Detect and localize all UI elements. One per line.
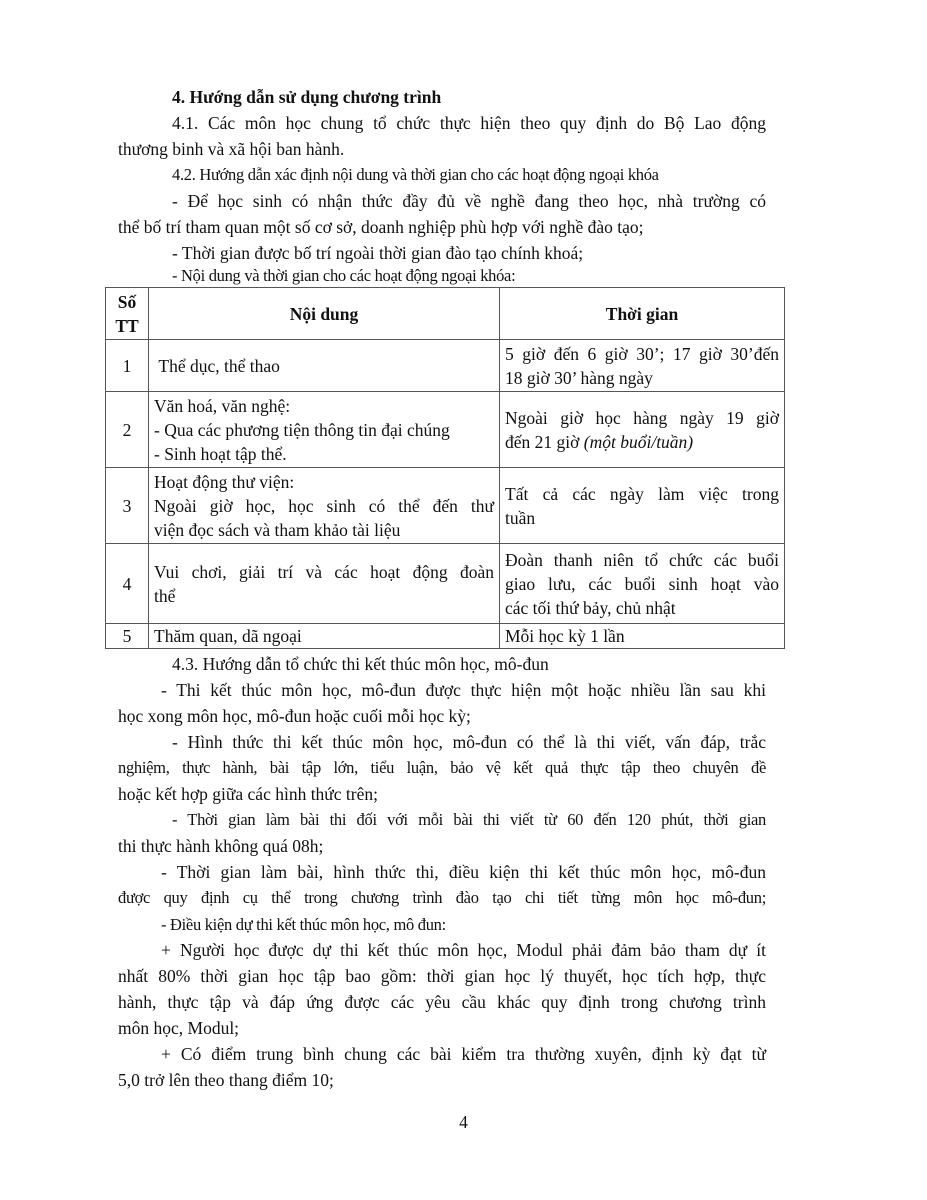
section-4-3-line: nghiệm, thực hành, bài tập lớn, tiểu luận, bảo vệ kết quả thực tập theo chuyên đề — [118, 758, 766, 777]
paragraph-4-2-bullet3: - Nội dung và thời gian cho các hoạt động ngoại khóa: — [172, 266, 516, 285]
row-number: 4 — [106, 544, 149, 624]
section-4-3-line: + Có điểm trung bình chung các bài kiểm tra thường xuyên, định kỳ đạt từ — [161, 1044, 766, 1064]
section-4-3-line: học xong môn học, mô-đun hoặc cuối mỗi học kỳ; — [118, 706, 471, 726]
section-4-3-line: được quy định cụ thể trong chương trình đào tạo chi tiết từng môn học mô-đun; — [118, 888, 766, 907]
table-row — [106, 340, 785, 392]
section-4-3-line: thi thực hành không quá 08h; — [118, 836, 324, 856]
header-content: Nội dung — [149, 288, 500, 340]
row-time: Mỗi học kỳ 1 lần — [500, 624, 785, 649]
section-4-3-line: hành, thực tập và đáp ứng được các yêu cầu khác quy định trong chương trình — [118, 992, 766, 1012]
section-4-3-line: + Người học được dự thi kết thúc môn học, Modul phải đảm bảo tham dự ít — [161, 940, 766, 960]
paragraph-4-1-line1: 4.1. Các môn học chung tổ chức thực hiện theo quy định do Bộ Lao động — [172, 113, 766, 133]
section-4-3-line: hoặc kết hợp giữa các hình thức trên; — [118, 784, 379, 804]
paragraph-4-2-title: 4.2. Hướng dẫn xác định nội dung và thời gian cho các hoạt động ngoại khóa — [172, 165, 659, 184]
section-4-3-title: 4.3. Hướng dẫn tổ chức thi kết thúc môn học, mô-đun — [172, 654, 549, 674]
section-4-3-line: - Thời gian làm bài thi đối với mỗi bài thi viết từ 60 đến 120 phút, thời gian — [172, 810, 766, 829]
section-4-3-line: - Điều kiện dự thi kết thúc môn học, mô đun: — [161, 915, 446, 934]
table-row — [106, 624, 785, 649]
row-time: 5 giờ đến 6 giờ 30’; 17 giờ 30’đến 18 giờ 30’ hàng ngày — [500, 340, 785, 392]
row-number: 2 — [106, 392, 149, 468]
row-time: Đoàn thanh niên tổ chức các buổi giao lưu, các buổi sinh hoạt vào các tối thứ bảy, chủ nhật — [500, 544, 785, 624]
paragraph-4-1-line2: thương binh và xã hội ban hành. — [118, 139, 345, 159]
table-header-row — [106, 288, 785, 340]
row-number: 1 — [106, 340, 149, 392]
row-content: Hoạt động thư viện: Ngoài giờ học, học sinh có thể đến thư viện đọc sách và tham khảo tài liệu — [149, 468, 500, 544]
row-number: 5 — [106, 624, 149, 649]
table-row — [106, 544, 785, 624]
row-content: Thể dục, thể thao — [149, 340, 500, 392]
section-4-3-line: - Thi kết thúc môn học, mô-đun được thực hiện một hoặc nhiều lần sau khi — [161, 680, 766, 700]
row-number: 3 — [106, 468, 149, 544]
section-4-3-line: 5,0 trở lên theo thang điểm 10; — [118, 1070, 334, 1090]
row-time: Tất cả các ngày làm việc trong tuần — [500, 468, 785, 544]
table-row — [106, 392, 785, 468]
row-time: Ngoài giờ học hàng ngày 19 giờ đến 21 giờ (một buổi/tuần) — [500, 392, 785, 468]
paragraph-4-2-bullet2: - Thời gian được bố trí ngoài thời gian đào tạo chính khoá; — [172, 243, 584, 263]
section-4-3-line: môn học, Modul; — [118, 1018, 240, 1038]
activities-table — [105, 287, 785, 649]
row-content: Vui chơi, giải trí và các hoạt động đoàn thể — [149, 544, 500, 624]
section-4-3-line: nhất 80% thời gian học tập bao gồm: thời gian học lý thuyết, học tích hợp, thực — [118, 966, 766, 986]
paragraph-4-2-bullet1-line1: - Để học sinh có nhận thức đầy đủ về nghề đang theo học, nhà trường có — [172, 191, 766, 211]
header-time: Thời gian — [500, 288, 785, 340]
section-heading: 4. Hướng dẫn sử dụng chương trình — [172, 87, 442, 107]
page-number: 4 — [459, 1112, 468, 1132]
row-content: Văn hoá, văn nghệ: - Qua các phương tiện thông tin đại chúng - Sinh hoạt tập thể. — [149, 392, 500, 468]
section-4-3-line: - Hình thức thi kết thúc môn học, mô-đun có thể là thi viết, vấn đáp, trắc — [172, 732, 766, 752]
paragraph-4-2-bullet1-line2: thể bố trí tham quan một số cơ sở, doanh nghiệp phù hợp với nghề đào tạo; — [118, 217, 644, 237]
header-stt: Số TT — [106, 288, 149, 340]
section-4-3-line: - Thời gian làm bài, hình thức thi, điều kiện thi kết thúc môn học, mô-đun — [161, 862, 766, 882]
row-content: Thăm quan, dã ngoại — [149, 624, 500, 649]
table-row — [106, 468, 785, 544]
